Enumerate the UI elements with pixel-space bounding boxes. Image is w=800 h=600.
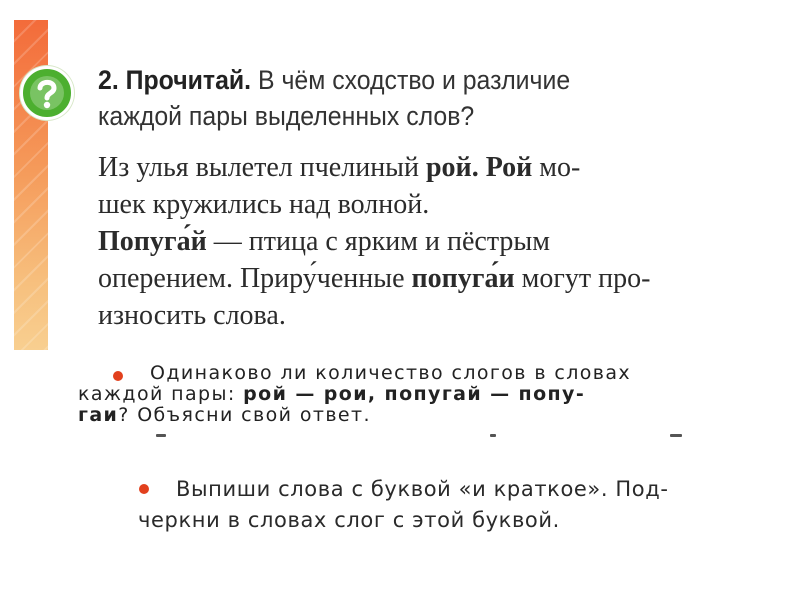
reading-line-4 — [98, 260, 743, 297]
highlighted-word-popugay: Попуга́й — [98, 226, 207, 257]
highlighted-word-roy-1: рой. — [425, 152, 479, 183]
task-verb: Прочитай. — [125, 65, 252, 95]
reading-text — [98, 149, 743, 334]
question-2 — [138, 474, 718, 536]
question-2-line-1: Выпиши слова с буквой «и краткое». Под- — [176, 477, 669, 501]
task-heading-line-2: каждой пары выделенных слов? — [98, 101, 475, 131]
question-2-line-2: черкни в словах слог с этой буквой. — [138, 508, 560, 532]
reading-line-1 — [98, 149, 743, 186]
task-heading-line-1 — [98, 62, 687, 98]
task-question: В чём сходство и различие — [257, 65, 571, 95]
question-fragment: каждой пары: — [78, 383, 244, 405]
question-fragment: ? Объясни свой ответ. — [118, 404, 371, 426]
reading-line-5: износить слова. — [98, 300, 286, 331]
cropped-glyph — [156, 434, 166, 437]
task-number: 2. — [98, 65, 119, 95]
question-1-word-end: гаи — [78, 404, 119, 426]
reading-fragment — [479, 152, 486, 183]
question-1-line-1: Одинаково ли количество слогов в словах — [150, 362, 632, 384]
cropped-glyph — [490, 434, 496, 437]
question-1 — [78, 363, 728, 426]
reading-fragment: Из улья вылетел пчелиный — [98, 152, 426, 183]
reading-fragment: могут про- — [514, 263, 651, 294]
reading-line-2: шек кружились над волной. — [98, 189, 430, 220]
task-heading — [98, 62, 687, 134]
reading-fragment: оперением. Приру́ченные — [98, 263, 412, 294]
reading-line-3 — [98, 223, 743, 260]
reading-fragment: мо- — [532, 152, 581, 183]
cropped-text-line — [70, 430, 740, 444]
question-1-line-2 — [78, 384, 728, 405]
question-mark-badge-icon — [20, 66, 74, 120]
question-1-word-pairs: рой — рои, попугай — попу- — [243, 383, 586, 405]
highlighted-word-popugai: попуга́и — [411, 263, 515, 294]
highlighted-word-roy-2: Рой — [485, 152, 533, 183]
reading-fragment: — птица с ярким и пёстрым — [206, 226, 550, 257]
question-1-line-3 — [78, 405, 728, 426]
cropped-glyph — [670, 434, 682, 437]
